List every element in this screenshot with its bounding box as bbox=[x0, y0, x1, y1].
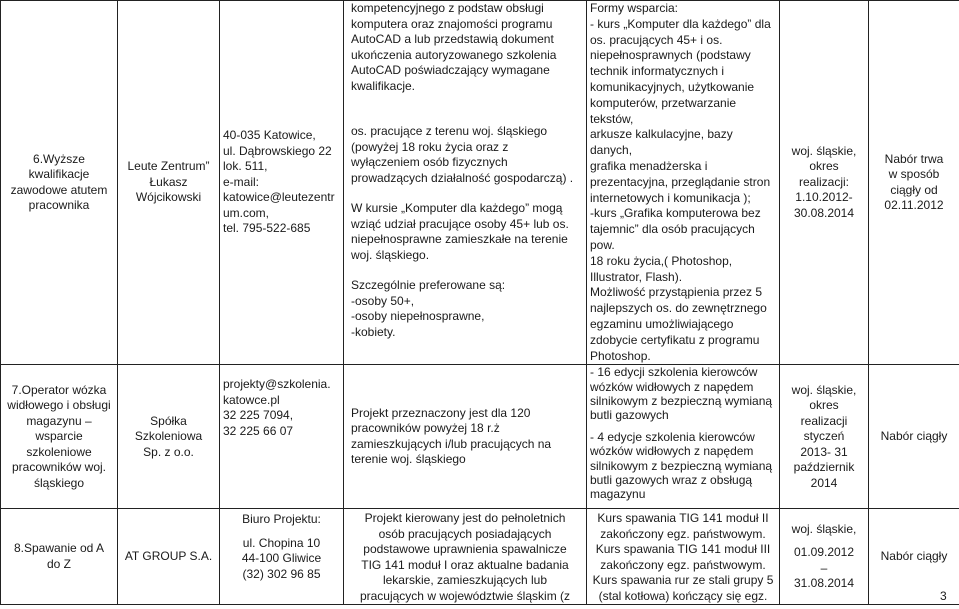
course-name-cell: 6.Wyższe kwalifikacje zawodowe atutem pracownika bbox=[1, 1, 118, 365]
eligibility-preferred: Szczególnie preferowane są: -osoby 50+, -osoby niepełnosprawne, -kobiety. bbox=[351, 278, 506, 339]
period-cell: woj. śląskie, okres realizacji styczeń 2013- 31 październik 2014 bbox=[780, 365, 869, 509]
recruitment-cell: Nabór trwa w sposób ciągły od 02.11.2012 bbox=[869, 1, 959, 365]
period-cell: woj. śląskie, 01.09.2012 – 31.08.2014 bbox=[780, 509, 869, 605]
contact-cell: Biuro Projektu: ul. Chopina 10 44-100 Gliwice (32) 302 96 85 bbox=[220, 509, 344, 605]
contact-cell: projekty@szkolenia. katowce.pl 32 225 7094, 32 225 66 07 bbox=[220, 365, 344, 509]
recruitment-cell: Nabór ciągły bbox=[869, 365, 959, 509]
eligibility-main: os. pracujące z terenu woj. śląskiego (powyżej 18 roku życia oraz z wyłączeniem osób fizycznych prowadzących działalność gospodarczą) . bbox=[351, 124, 574, 185]
target-group-cell: Projekt kierowany jest do pełnoletnich osób pracujących posiadających podstawowe uprawnienia spawalnicze TIG 141 moduł I oraz aktualne badania lekarskie, zamieszkujących lub pracujących w województwie śląskim (z bbox=[344, 509, 587, 605]
contact-cell: 40-035 Katowice, ul. Dąbrowskiego 22 lok. 511, e-mail: katowice@leutezentr um.com, tel. 795-522-685 bbox=[220, 1, 344, 365]
page-number: 3 bbox=[940, 589, 947, 603]
target-group-cell bbox=[344, 1, 587, 365]
support-forms-cell: Formy wsparcia: - kurs „Komputer dla każdego” dla os. pracujących 45+ i os. niepełnosprawnych (podstawy technik informatycznych i komunikacyjnych, użytkowanie komputerów, przetwarzanie tekstów, arkusze kalkulacyjne, bazy danych, grafika menadżerska i prezentacyjna, przeglądanie stron internetowych i komunikacja ); -kurs „Grafika komputerowa bez tajemnic” dla osób pracujących pow. 18 roku życia,( Photoshop, Illustrator, Flash). Możliwość przystąpienia przez 5 najlepszych os. do zewnętrznego egzaminu umożliwiającego zdobycie certyfikatu z programu Photoshop. bbox=[587, 1, 780, 365]
course-name-cell: 8.Spawanie od A do Z bbox=[1, 509, 118, 605]
organizer-cell: Spółka Szkoleniowa Sp. z o.o. bbox=[118, 365, 220, 509]
eligibility-continuation: kompetencyjnego z podstaw obsługi komputera oraz znajomości programu AutoCAD a lub przedstawią dokument ukończenia autoryzowanego szkolenia AutoCAD poświadczający wymagane kwalifikacje. bbox=[351, 1, 557, 93]
eligibility-course-info: W kursie „Komputer dla każdego” mogą wziąć udział pracujące osoby 45+ lub os. niepełnosprawne zamieszkałe na terenie woj. śląskiego. bbox=[351, 201, 569, 262]
support-forms-cell: - 16 edycji szkolenia kierowców wózków widłowych z napędem silnikowym z bezpieczną wymianą butli gazowych - 4 edycje szkolenia kierowców wózków widłowych z napędem silnikowym z bezpieczną wymianą butli gazowych wraz z obsługą magazynu bbox=[587, 365, 780, 509]
target-group-cell: Projekt przeznaczony jest dla 120 pracowników powyżej 18 r.ż zamieszkujących i/lub pracujących na terenie woj. śląskiego bbox=[344, 365, 587, 509]
table-row bbox=[1, 365, 959, 509]
recruitment-cell: Nabór ciągły bbox=[869, 509, 959, 605]
table-row bbox=[1, 1, 959, 365]
period-cell: woj. śląskie, okres realizacji: 1.10.2012- 30.08.2014 bbox=[780, 1, 869, 365]
course-name-cell: 7.Operator wózka widłowego i obsługi magazynu – wsparcie szkoleniowe pracowników woj. śląskiego bbox=[1, 365, 118, 509]
table-row bbox=[1, 509, 959, 605]
organizer-cell: AT GROUP S.A. bbox=[118, 509, 220, 605]
support-forms-cell: Kurs spawania TIG 141 moduł II zakończony egz. państwowym. Kurs spawania TIG 141 moduł III zakończony egz. państwowym. Kurs spawania rur ze stali grupy 5 (stal kotłowa) kończący się egz. bbox=[587, 509, 780, 605]
organizer-cell: Leute Zentrum” Łukasz Wójcikowski bbox=[118, 1, 220, 365]
